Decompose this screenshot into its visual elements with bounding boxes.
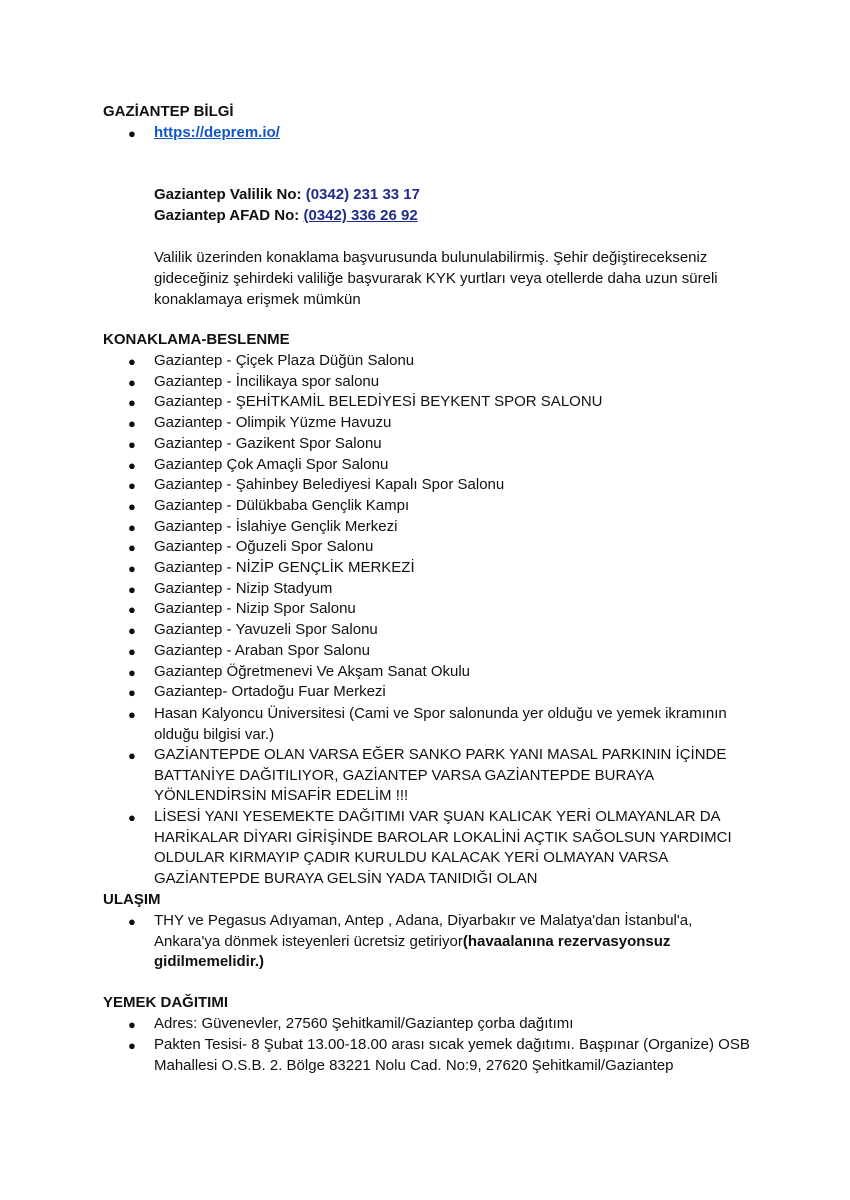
list-item-yemek-1: Adres: Güvenevler, 27560 Şehitkamil/Gaziantep çorba dağıtımı — [154, 1015, 574, 1032]
list-item: Gaziantep Öğretmenevi Ve Akşam Sanat Okulu — [154, 662, 471, 680]
bullet: ● — [128, 126, 136, 141]
list-item: Gaziantep - Olimpik Yüzme Havuzu — [154, 414, 392, 432]
bullet: ● — [128, 623, 136, 639]
bullet: ● — [128, 664, 136, 680]
afad-line — [154, 206, 754, 227]
list-item: Gaziantep - Araban Spor Salonu — [154, 641, 370, 659]
bullet: ● — [128, 581, 136, 597]
valilik-note: Valilik üzerinden konaklama başvurusunda bulunulabilirmiş. Şehir değiştirecekseniz gideceğiniz şehirdeki valiliğe başvurarak KYK yurtları veya otellerde daha uzun süreli konaklamaya erişmek mümkün — [154, 249, 718, 308]
bullet: ● — [128, 478, 136, 494]
list-item: Gaziantep - ŞEHİTKAMİL BELEDİYESİ BEYKENT SPOR SALONU — [154, 393, 603, 411]
ulasim-text: THY ve Pegasus Adıyaman, Antep , Adana, Diyarbakır ve Malatya'dan İstanbul'a, Ankara'ya dönmek isteyenleri ücretsiz getiriyor — [154, 912, 693, 950]
bullet: ● — [128, 1038, 136, 1053]
list-item-sanko: GAZİANTEPDE OLAN VARSA EĞER SANKO PARK YANI MASAL PARKININ İÇİNDE BATTANİYE DAĞITILIYOR, GAZİANTEP VARSA GAZİANTEPDE BURAYA YÖNLENDİRSİN MİSAFİR EDELİM !!! — [154, 746, 727, 805]
list-item: Gaziantep - İslahiye Gençlik Merkezi — [154, 517, 398, 535]
list-item-yemek-2: Pakten Tesisi- 8 Şubat 13.00-18.00 arası sıcak yemek dağıtımı. Başpınar (Organize) OSB Mahallesi O.S.B. 2. Bölge 83221 Nolu Cad. No:9, 27620 Şehitkamil/Gaziantep — [154, 1036, 750, 1074]
valilik-phone[interactable]: (0342) 231 33 17 — [305, 186, 420, 203]
section-heading-bilgi: GAZİANTEP BİLGİ — [103, 103, 234, 120]
list-item-hasan: Hasan Kalyoncu Üniversitesi (Cami ve Spor salonunda yer olduğu ve yemek ikramının olduğu bilgisi var.) — [154, 705, 727, 743]
bullet: ● — [128, 395, 136, 411]
bullet: ● — [128, 685, 136, 701]
ulasim-warning: (havaalanına rezervasyonsuz gidilmemelidir.) — [154, 932, 671, 971]
deprem-link[interactable]: https://deprem.io/ — [154, 124, 280, 141]
list-item: Gaziantep - Nizip Spor Salonu — [154, 600, 356, 618]
list-item: Gaziantep- Ortadoğu Fuar Merkezi — [154, 683, 386, 701]
list-item-ulasim — [154, 911, 754, 973]
bullet: ● — [128, 498, 136, 514]
valilik-line — [154, 185, 754, 206]
bullet: ● — [128, 457, 136, 473]
list-item: Gaziantep - Nizip Stadyum — [154, 579, 333, 597]
bullet: ● — [128, 540, 136, 556]
list-item — [154, 123, 754, 144]
list-item-lise: LİSESİ YANI YESEMEKTE DAĞITIMI VAR ŞUAN KALICAK YERİ OLMAYANLAR DA HARİKALAR DİYARI GİRİŞİNDE BAROLAR LOKALİNİ AÇTIK SAĞOLSUN YARDIMCI OLDULAR KIRMAYIP ÇADIR KURULDU KALACAK YERİ OLMAYAN VARSA GAZİANTEPDE BURAYA GELSİN YADA TANIDIĞI OLAN — [154, 808, 732, 888]
list-item: Gaziantep - İncilikaya spor salonu — [154, 372, 380, 390]
list-item: Gaziantep Çok Amaçli Spor Salonu — [154, 455, 389, 473]
bullet: ● — [128, 354, 136, 369]
list-item: Gaziantep - Şahinbey Belediyesi Kapalı Spor Salonu — [154, 476, 505, 494]
section-heading-yemek: YEMEK DAĞITIMI — [103, 994, 229, 1011]
bullet: ● — [128, 914, 136, 929]
section-heading-ulasim: ULAŞIM — [103, 891, 161, 908]
bullet: ● — [128, 436, 136, 452]
bullet: ● — [128, 707, 136, 722]
list-item: Gaziantep - Yavuzeli Spor Salonu — [154, 621, 378, 639]
afad-label: Gaziantep AFAD No: — [154, 207, 304, 224]
list-item: Gaziantep - Dülükbaba Gençlik Kampı — [154, 496, 410, 514]
bullet: ● — [128, 810, 136, 825]
bullet: ● — [128, 602, 136, 618]
bullet: ● — [128, 416, 136, 432]
bullet: ● — [128, 374, 136, 390]
bullet: ● — [128, 643, 136, 659]
list-item: Gaziantep - Gazikent Spor Salonu — [154, 434, 382, 452]
bullet: ● — [128, 519, 136, 535]
section-heading-konaklama: KONAKLAMA-BESLENME — [103, 331, 290, 348]
afad-phone[interactable]: (0342) 336 26 92 — [303, 207, 418, 224]
valilik-label: Gaziantep Valilik No: — [154, 186, 306, 203]
list-item: Gaziantep - Çiçek Plaza Düğün Salonu — [154, 352, 415, 369]
bullet: ● — [128, 561, 136, 576]
list-item: Gaziantep - NİZİP GENÇLİK MERKEZİ — [154, 559, 415, 576]
bullet: ● — [128, 1017, 136, 1032]
list-item: Gaziantep - Oğuzeli Spor Salonu — [154, 538, 374, 556]
bullet: ● — [128, 748, 136, 763]
